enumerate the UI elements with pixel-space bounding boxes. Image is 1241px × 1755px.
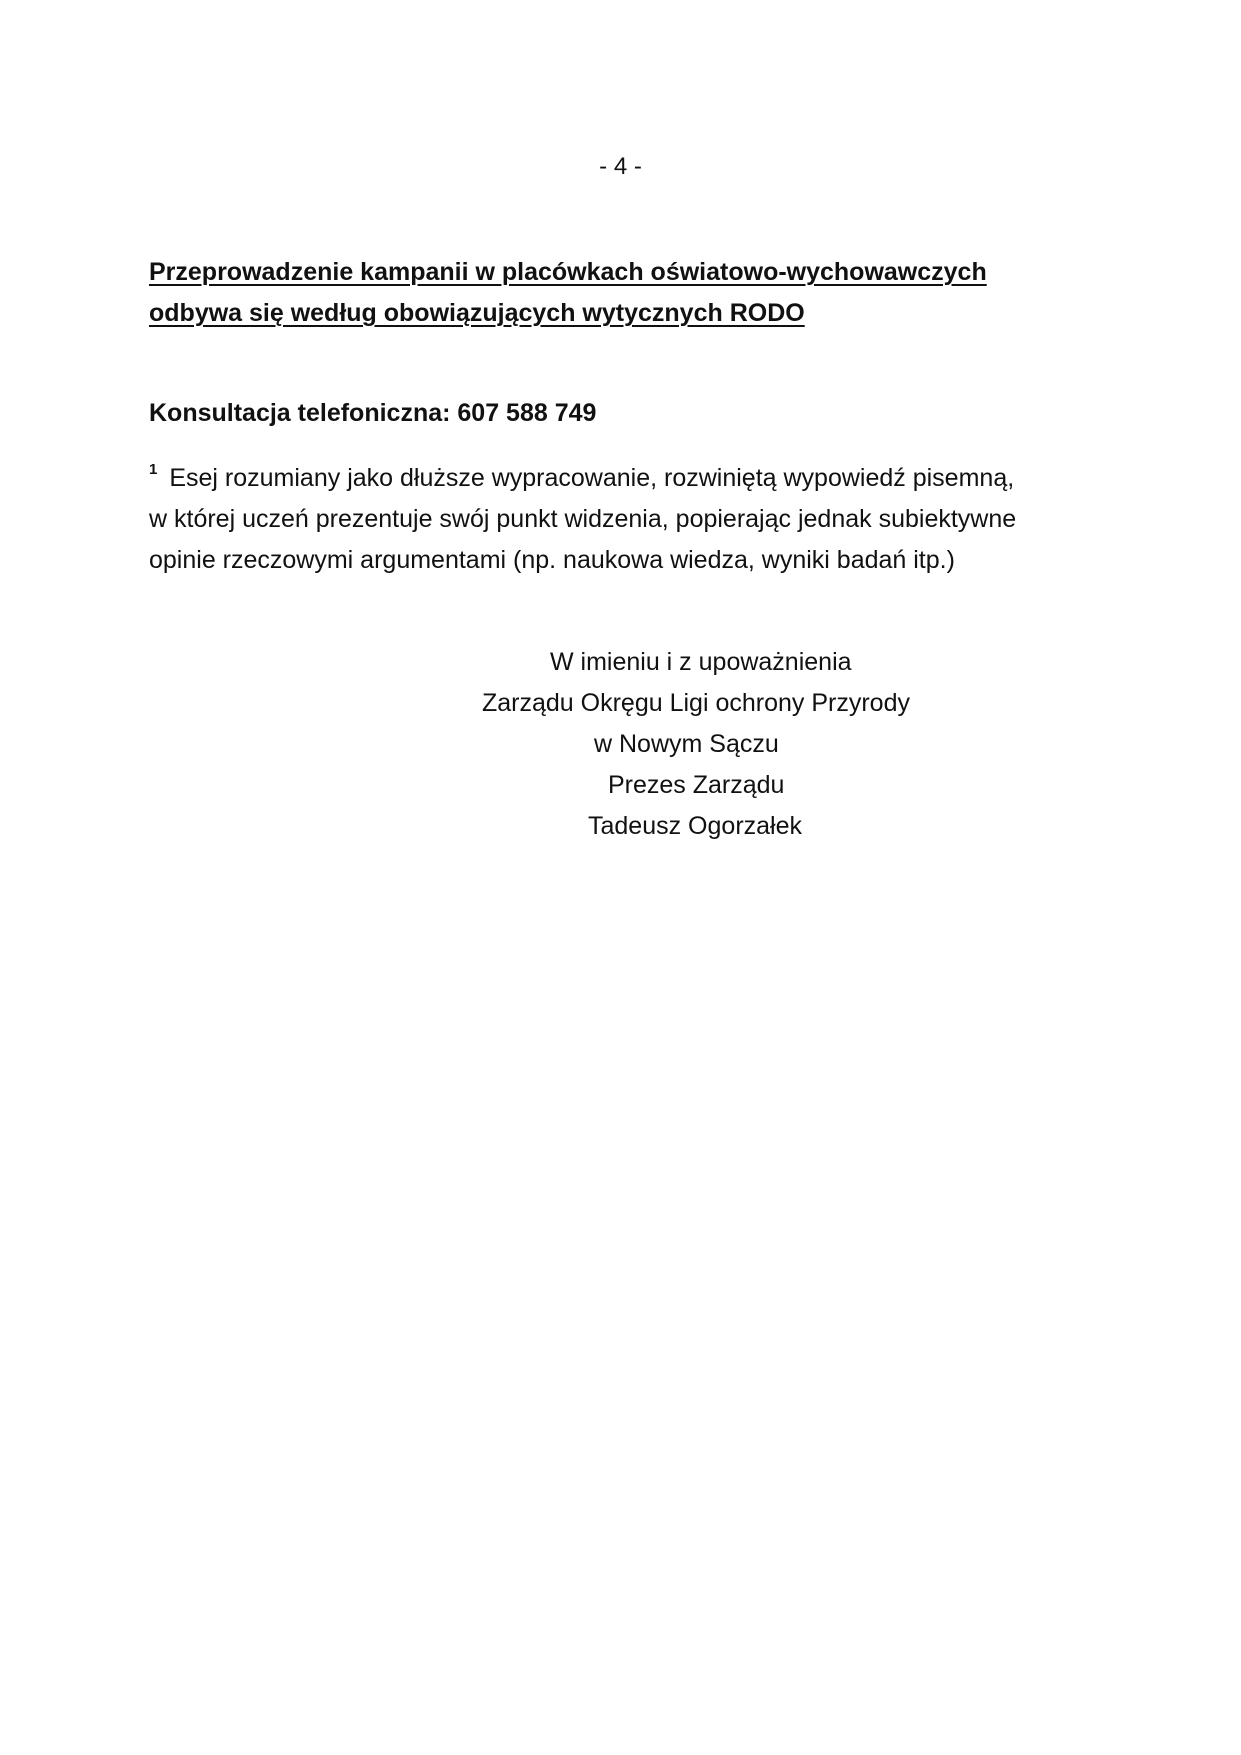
- signature-line-3: w Nowym Sączu: [594, 730, 779, 758]
- page-number: - 4 -: [599, 153, 642, 180]
- campaign-heading: [149, 252, 1099, 334]
- footnote: [149, 458, 1099, 581]
- footnote-line-1: [149, 458, 1099, 499]
- signature-line-1: W imieniu i z upoważnienia: [550, 648, 852, 676]
- phone-consultation: Konsultacja telefoniczna: 607 588 749: [149, 399, 597, 427]
- signature-line-2: Zarządu Okręgu Ligi ochrony Przyrody: [482, 689, 910, 717]
- signature-line-4: Prezes Zarządu: [608, 771, 785, 799]
- footnote-line-2: w której uczeń prezentuje swój punkt widzenia, popierając jednak subiektywne: [149, 505, 1017, 533]
- signature-line-5: Tadeusz Ogorzałek: [588, 812, 803, 840]
- signature-block: [420, 642, 1000, 847]
- footnote-line-3: opinie rzeczowymi argumentami (np. naukowa wiedza, wyniki badań itp.): [149, 546, 955, 574]
- heading-line-2: odbywa się według obowiązujących wytycznych RODO: [149, 299, 805, 327]
- footnote-line-1-text: Esej rozumiany jako dłuższe wypracowanie, rozwiniętą wypowiedź pisemną,: [169, 464, 1015, 492]
- footnote-marker: 1: [149, 461, 158, 478]
- heading-line-1: Przeprowadzenie kampanii w placówkach oświatowo-wychowawczych: [149, 258, 987, 286]
